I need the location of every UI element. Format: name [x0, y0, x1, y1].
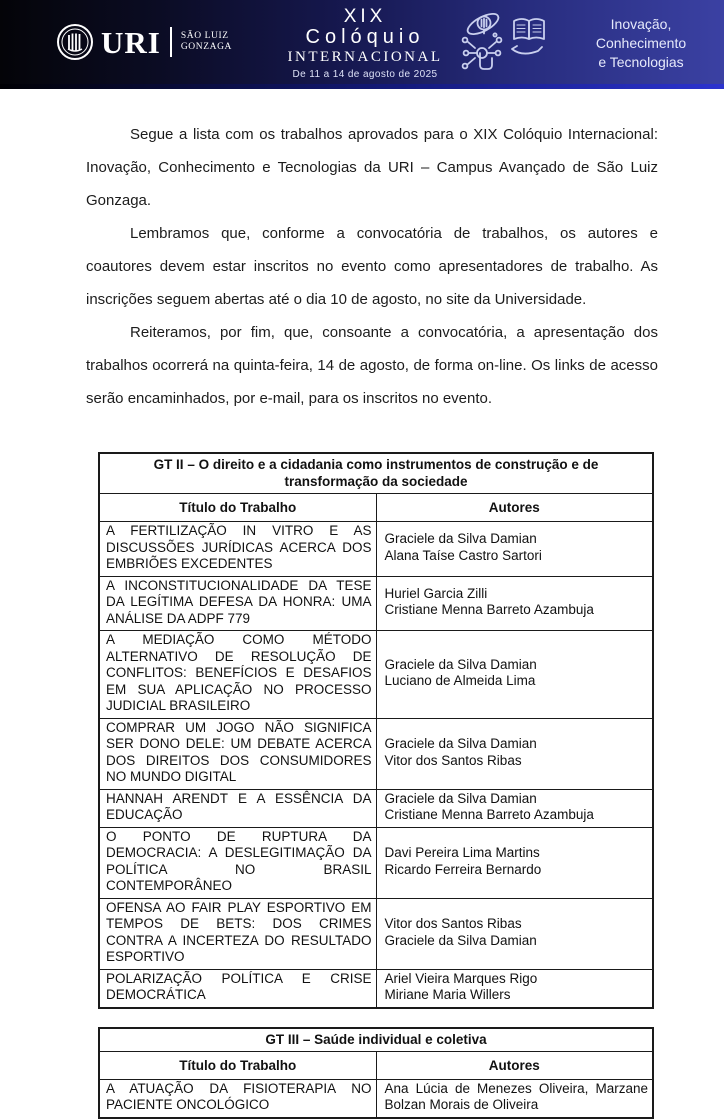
- column-header-titulo: Título do Trabalho: [99, 494, 376, 522]
- authors-cell: [376, 522, 653, 577]
- event-dates: De 11 a 14 de agosto de 2025: [292, 69, 438, 80]
- work-title-cell: COMPRAR UM JOGO NÃO SIGNIFICA SER DONO DELE: UM DEBATE ACERCA DOS DIREITOS DOS CONSUMIDORES NO MUNDO DIGITAL: [99, 718, 376, 789]
- author-name: Vitor dos Santos Ribas: [384, 752, 522, 768]
- tagline-line3: e Tecnologias: [598, 54, 684, 70]
- author-name: Graciele da Silva Damian: [384, 656, 537, 672]
- authors-cell: [376, 718, 653, 789]
- campus-line2: GONZAGA: [180, 42, 233, 52]
- event-title: [282, 7, 448, 82]
- tech-icon-cluster: [452, 8, 556, 78]
- column-header-autores: Autores: [376, 1051, 653, 1079]
- event-banner: [0, 0, 724, 84]
- authors-cell: [376, 1079, 653, 1118]
- hand-swoosh-icon: [512, 46, 542, 54]
- author-name: Cristiane Menna Barreto Azambuja: [384, 602, 594, 618]
- author-name: Huriel Garcia Zilli: [384, 585, 488, 601]
- open-book-icon: [514, 19, 544, 39]
- author-name: Graciele da Silva Damian: [384, 736, 537, 751]
- tagline-line1: Inovação,: [610, 16, 672, 32]
- event-tagline: [576, 15, 706, 72]
- table-row: [99, 827, 653, 898]
- column-header-titulo: Título do Trabalho: [99, 1051, 376, 1079]
- touch-network-icon: [463, 38, 502, 69]
- event-subname: INTERNACIONAL: [287, 49, 443, 65]
- work-title-cell: OFENSA AO FAIR PLAY ESPORTIVO EM TEMPOS DE BETS: DOS CRIMES CONTRA A INCERTEZA DO RESULTADO ESPORTIVO: [99, 898, 376, 969]
- table-row: [99, 576, 653, 631]
- gt-tables: [98, 452, 658, 1119]
- work-title-cell: HANNAH ARENDT E A ESSÊNCIA DA EDUCAÇÃO: [99, 789, 376, 827]
- intro-paragraph-1: Segue a lista com os trabalhos aprovados para o XIX Colóquio Internacional: Inovação, Conhecimento e Tecnologias da URI – Campus Avançado de São Luiz Gonzaga.: [86, 126, 658, 209]
- gt-table-1: [98, 452, 654, 1009]
- author-name: Graciele da Silva Damian: [384, 790, 537, 806]
- table-row: [99, 631, 653, 719]
- work-title-cell: A FERTILIZAÇÃO IN VITRO E AS DISCUSSÕES JURÍDICAS ACERCA DOS EMBRIÕES EXCEDENTES: [99, 522, 376, 577]
- tagline-line2: Conhecimento: [595, 35, 687, 51]
- author-name: Alana Taíse Castro Sartori: [384, 547, 542, 563]
- authors-cell: [376, 631, 653, 719]
- authors-cell: [376, 827, 653, 898]
- work-title-cell: A ATUAÇÃO DA FISIOTERAPIA NO PACIENTE ONCOLÓGICO: [99, 1079, 376, 1118]
- authors-cell: [376, 789, 653, 827]
- author-name: Ricardo Ferreira Bernardo: [384, 861, 542, 877]
- document-content: [0, 89, 724, 1119]
- author-name: Cristiane Menna Barreto Azambuja: [384, 807, 594, 822]
- intro-paragraph-2: Lembramos que, conforme a convocatória de trabalhos, os autores e coautores devem estar inscritos no evento como apresentadores de trabalho. As inscrições seguem abertas até o dia 10 de agosto, no site da Universidade.: [86, 225, 658, 308]
- table-row: [99, 1079, 653, 1118]
- table-row: [99, 969, 653, 1008]
- author-name: Davi Pereira Lima Martins: [384, 845, 540, 860]
- work-title-cell: A MEDIAÇÃO COMO MÉTODO ALTERNATIVO DE RESOLUÇÃO DE CONFLITOS: BENEFÍCIOS E DESAFIOS EM SUA APLICAÇÃO NO PROCESSO JUDICIAL BRASILEIRO: [99, 631, 376, 719]
- work-title-cell: POLARIZAÇÃO POLÍTICA E CRISE DEMOCRÁTICA: [99, 969, 376, 1008]
- work-title-cell: O PONTO DE RUPTURA DA DEMOCRACIA: A DESLEGITIMAÇÃO DA POLÍTICA NO BRASIL CONTEMPORÂNEO: [99, 827, 376, 898]
- author-name: Vitor dos Santos Ribas: [384, 916, 522, 931]
- table-row: [99, 898, 653, 969]
- campus-name: [181, 31, 232, 54]
- author-name: Luciano de Almeida Lima: [384, 673, 536, 689]
- intro-paragraph-3: Reiteramos, por fim, que, consoante a convocatória, a apresentação dos trabalhos ocorrerá na quinta-feira, 14 de agosto, de forma on-line. Os links de acesso serão encaminhados, por e-mail, para os inscritos no evento.: [86, 324, 658, 407]
- microphone-orbit-icon: [465, 10, 502, 38]
- author-name: Graciele da Silva Damian: [384, 932, 537, 948]
- author-name: Ana Lúcia de Menezes Oliveira, Marzane Bolzan Morais de Oliveira: [384, 1080, 648, 1112]
- gt-table-title: GT III – Saúde individual e coletiva: [99, 1028, 653, 1052]
- table-row: [99, 789, 653, 827]
- gt-table-2: [98, 1027, 654, 1119]
- event-numeral: XIX: [343, 6, 387, 27]
- author-name: Ariel Vieira Marques Rigo: [384, 970, 538, 986]
- column-header-autores: Autores: [376, 494, 653, 522]
- uri-emblem-icon: [56, 23, 94, 61]
- uri-acronym: URI: [101, 24, 161, 60]
- gt-table-title: GT II – O direito e a cidadania como instrumentos de construção e de transformação da sociedade: [99, 453, 653, 494]
- event-name: Colóquio: [305, 26, 425, 48]
- authors-cell: [376, 576, 653, 631]
- author-name: Graciele da Silva Damian: [384, 531, 537, 547]
- logo-divider: [170, 27, 172, 57]
- table-row: [99, 718, 653, 789]
- authors-cell: [376, 969, 653, 1008]
- author-name: Miriane Maria Willers: [384, 987, 511, 1002]
- uri-logo: [56, 23, 232, 61]
- work-title-cell: A INCONSTITUCIONALIDADE DA TESE DA LEGÍTIMA DEFESA DA HONRA: UMA ANÁLISE DA ADPF 779: [99, 576, 376, 631]
- table-row: [99, 522, 653, 577]
- campus-line1: SÃO LUIZ: [180, 30, 229, 41]
- authors-cell: [376, 898, 653, 969]
